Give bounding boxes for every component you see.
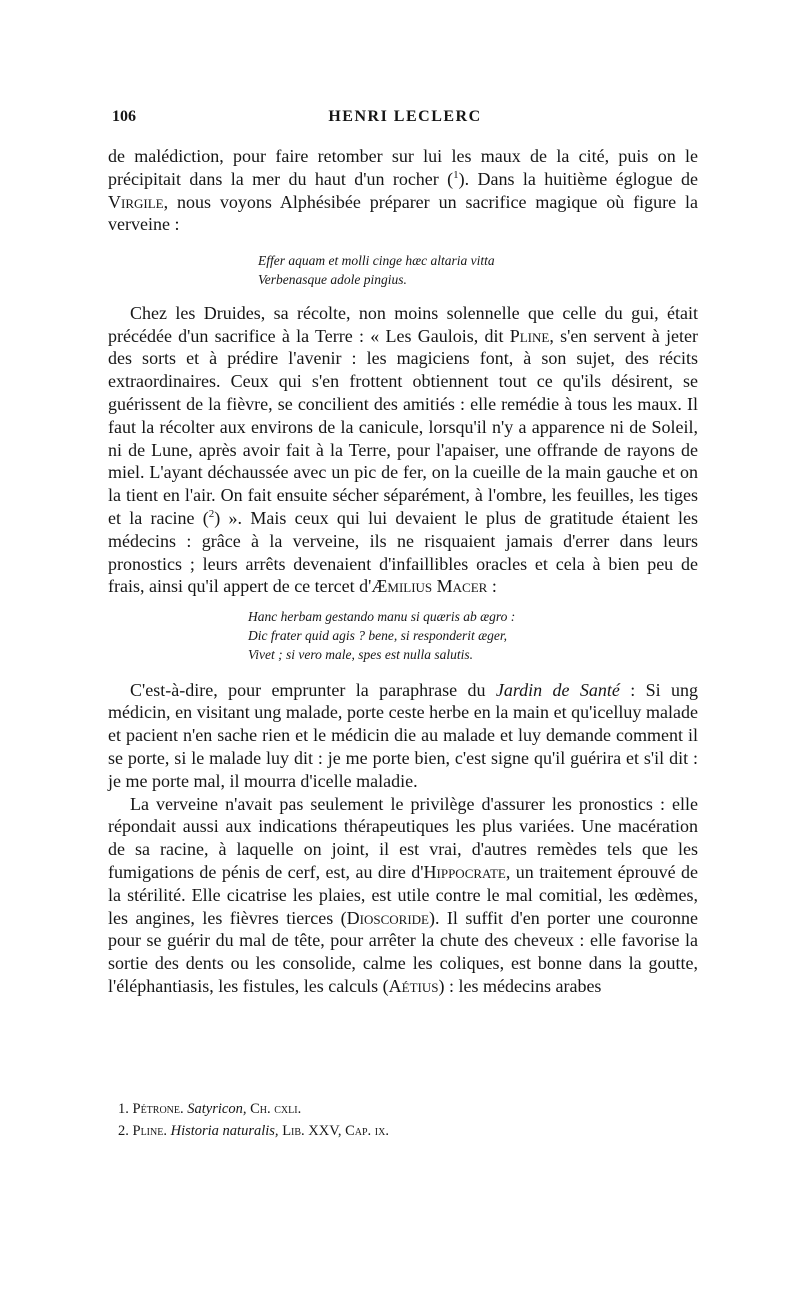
footnote-2 (118, 1120, 678, 1142)
text-run: de malédiction, pour faire retomber sur lui les maux de la cité, puis on le précipitait dans la mer du haut d'un rocher ( (108, 146, 698, 189)
page-number: 106 (112, 108, 136, 125)
text-run: ) : les médecins arabes (438, 975, 602, 996)
running-header (112, 108, 698, 132)
author-dioscoride: Dioscoride (346, 907, 429, 928)
text-run: : Si ung médicin, en visitant ung malade, porte ceste herbe en la main et qu'icelluy malade et pacient n'en sache rien et le médicin die au malade et luy demande comment il se porte, si le malade luy dit : je me porte bien, c'est signe qu'il guérira et s'il dit : je me porte mal, il mourra d'icelle maladie. (108, 679, 698, 791)
verse-quote-2 (248, 608, 698, 664)
text-run: C'est-à-dire, pour emprunter la paraphrase du (130, 679, 496, 700)
author-hippocrate: Hippocrate (423, 861, 506, 882)
author-macer: Æmilius Macer (371, 576, 488, 597)
verse-line: Verbenasque adole pingius. (258, 271, 407, 287)
verse-quote-1 (258, 252, 698, 290)
footnote-work: Satyricon, (187, 1101, 247, 1117)
verse-line: Hanc herbam gestando manu si quæris ab ægro : (248, 609, 516, 625)
main-text (108, 145, 698, 998)
footnotes (118, 1098, 678, 1142)
footnote-author: Pétrone. (132, 1101, 184, 1117)
footnote-ref-2: 2 (208, 507, 215, 520)
text-run: La verveine n'avait pas seulement le privilège d'assurer les pronostics : elle répondait aussi aux indications thérapeutiques les plus variées. Une macération de sa racine, à laquelle on joint, il est vrai, d'autres remèdes tels que les fumigations de pénis de cerf, est, au dire d' (108, 793, 698, 882)
footnote-number: 1. (118, 1101, 129, 1117)
paragraph-2 (108, 302, 698, 598)
verse-line: Vivet ; si vero male, spes est nulla salutis. (248, 646, 473, 662)
author-virgile: Virgile (108, 191, 164, 212)
text-run: Chez les Druides, sa récolte, non moins solennelle que celle du gui, était précédée d'un sacrifice à la Terre : « Les Gaulois, dit (108, 302, 698, 346)
paragraph-3 (108, 679, 698, 793)
footnote-ref-1: 1 (453, 168, 459, 181)
text-run: ). Dans la huitième églogue de (458, 168, 698, 189)
text-run: ). Il suffit d'en porter une couronne pour se guérir du mal de tête, pour arrêter la chute des cheveux : elle favorise la sortie des dents ou les consolide, calme les coliques, est bonne dans la goutte, l'éléphantiasis, les fistules, les calculs ( (108, 907, 698, 996)
footnote-author: Pline. (132, 1123, 167, 1139)
text-run: ) ». Mais ceux qui lui devaient le plus de gratitude étaient les médecins : grâce à la verveine, ils ne risquaient jamais d'errer dans leurs pronostics ; leurs arrêts devenaient d'infaillibles oracles et cela à bien peu de frais, ainsi qu'il appert de ce tercet d' (108, 507, 699, 597)
text-run: : (487, 576, 497, 597)
paragraph-1 (108, 145, 698, 236)
paragraph-4 (108, 793, 698, 998)
author-pline: Pline (509, 325, 550, 346)
verse-line: Effer aquam et molli cinge hæc altaria vitta (258, 253, 495, 269)
footnote-reference: Ch. cxli. (250, 1101, 302, 1117)
author-aetius: Aétius (388, 975, 439, 996)
footnote-1 (118, 1098, 678, 1120)
running-title: HENRI LECLERC (328, 108, 482, 125)
footnote-number: 2. (118, 1123, 129, 1139)
text-run: , s'en servent à jeter des sorts et à prédire l'avenir : les magiciens font, à son sujet, des récits extraordinaires. Ceux qui s'en frottent obtiennent tout ce qu'ils désirent, se guérissent de la fièvre, se concilient des amitiés : elle remédie à tous les maux. Il faut la récolter aux environs de la canicule, lorsqu'il n'y a apparence ni de Soleil, ni de Lune, après avoir fait à la Terre, pour l'apaiser, une offrande de rayons de miel. L'ayant déchaussée avec un pic de fer, on la cueille de la main gauche et on la tient en l'air. On fait ensuite sécher séparément, à l'ombre, les feuilles, les tiges et la racine ( (108, 325, 698, 528)
text-run: , nous voyons Alphésibée préparer un sacrifice magique où figure la verveine : (108, 191, 698, 235)
text-run: , un traitement éprouvé de la stérilité. Elle cicatrise les plaies, est utile contre le mal comitial, les œdèmes, les angines, les fièvres tierces ( (108, 861, 698, 928)
verse-line: Dic frater quid agis ? bene, si responderit æger, (248, 627, 507, 643)
footnote-work: Historia naturalis, (170, 1123, 279, 1139)
work-title-jardin: Jardin de Santé (495, 679, 620, 700)
footnote-reference: Lib. XXV, Cap. ix. (282, 1123, 389, 1139)
